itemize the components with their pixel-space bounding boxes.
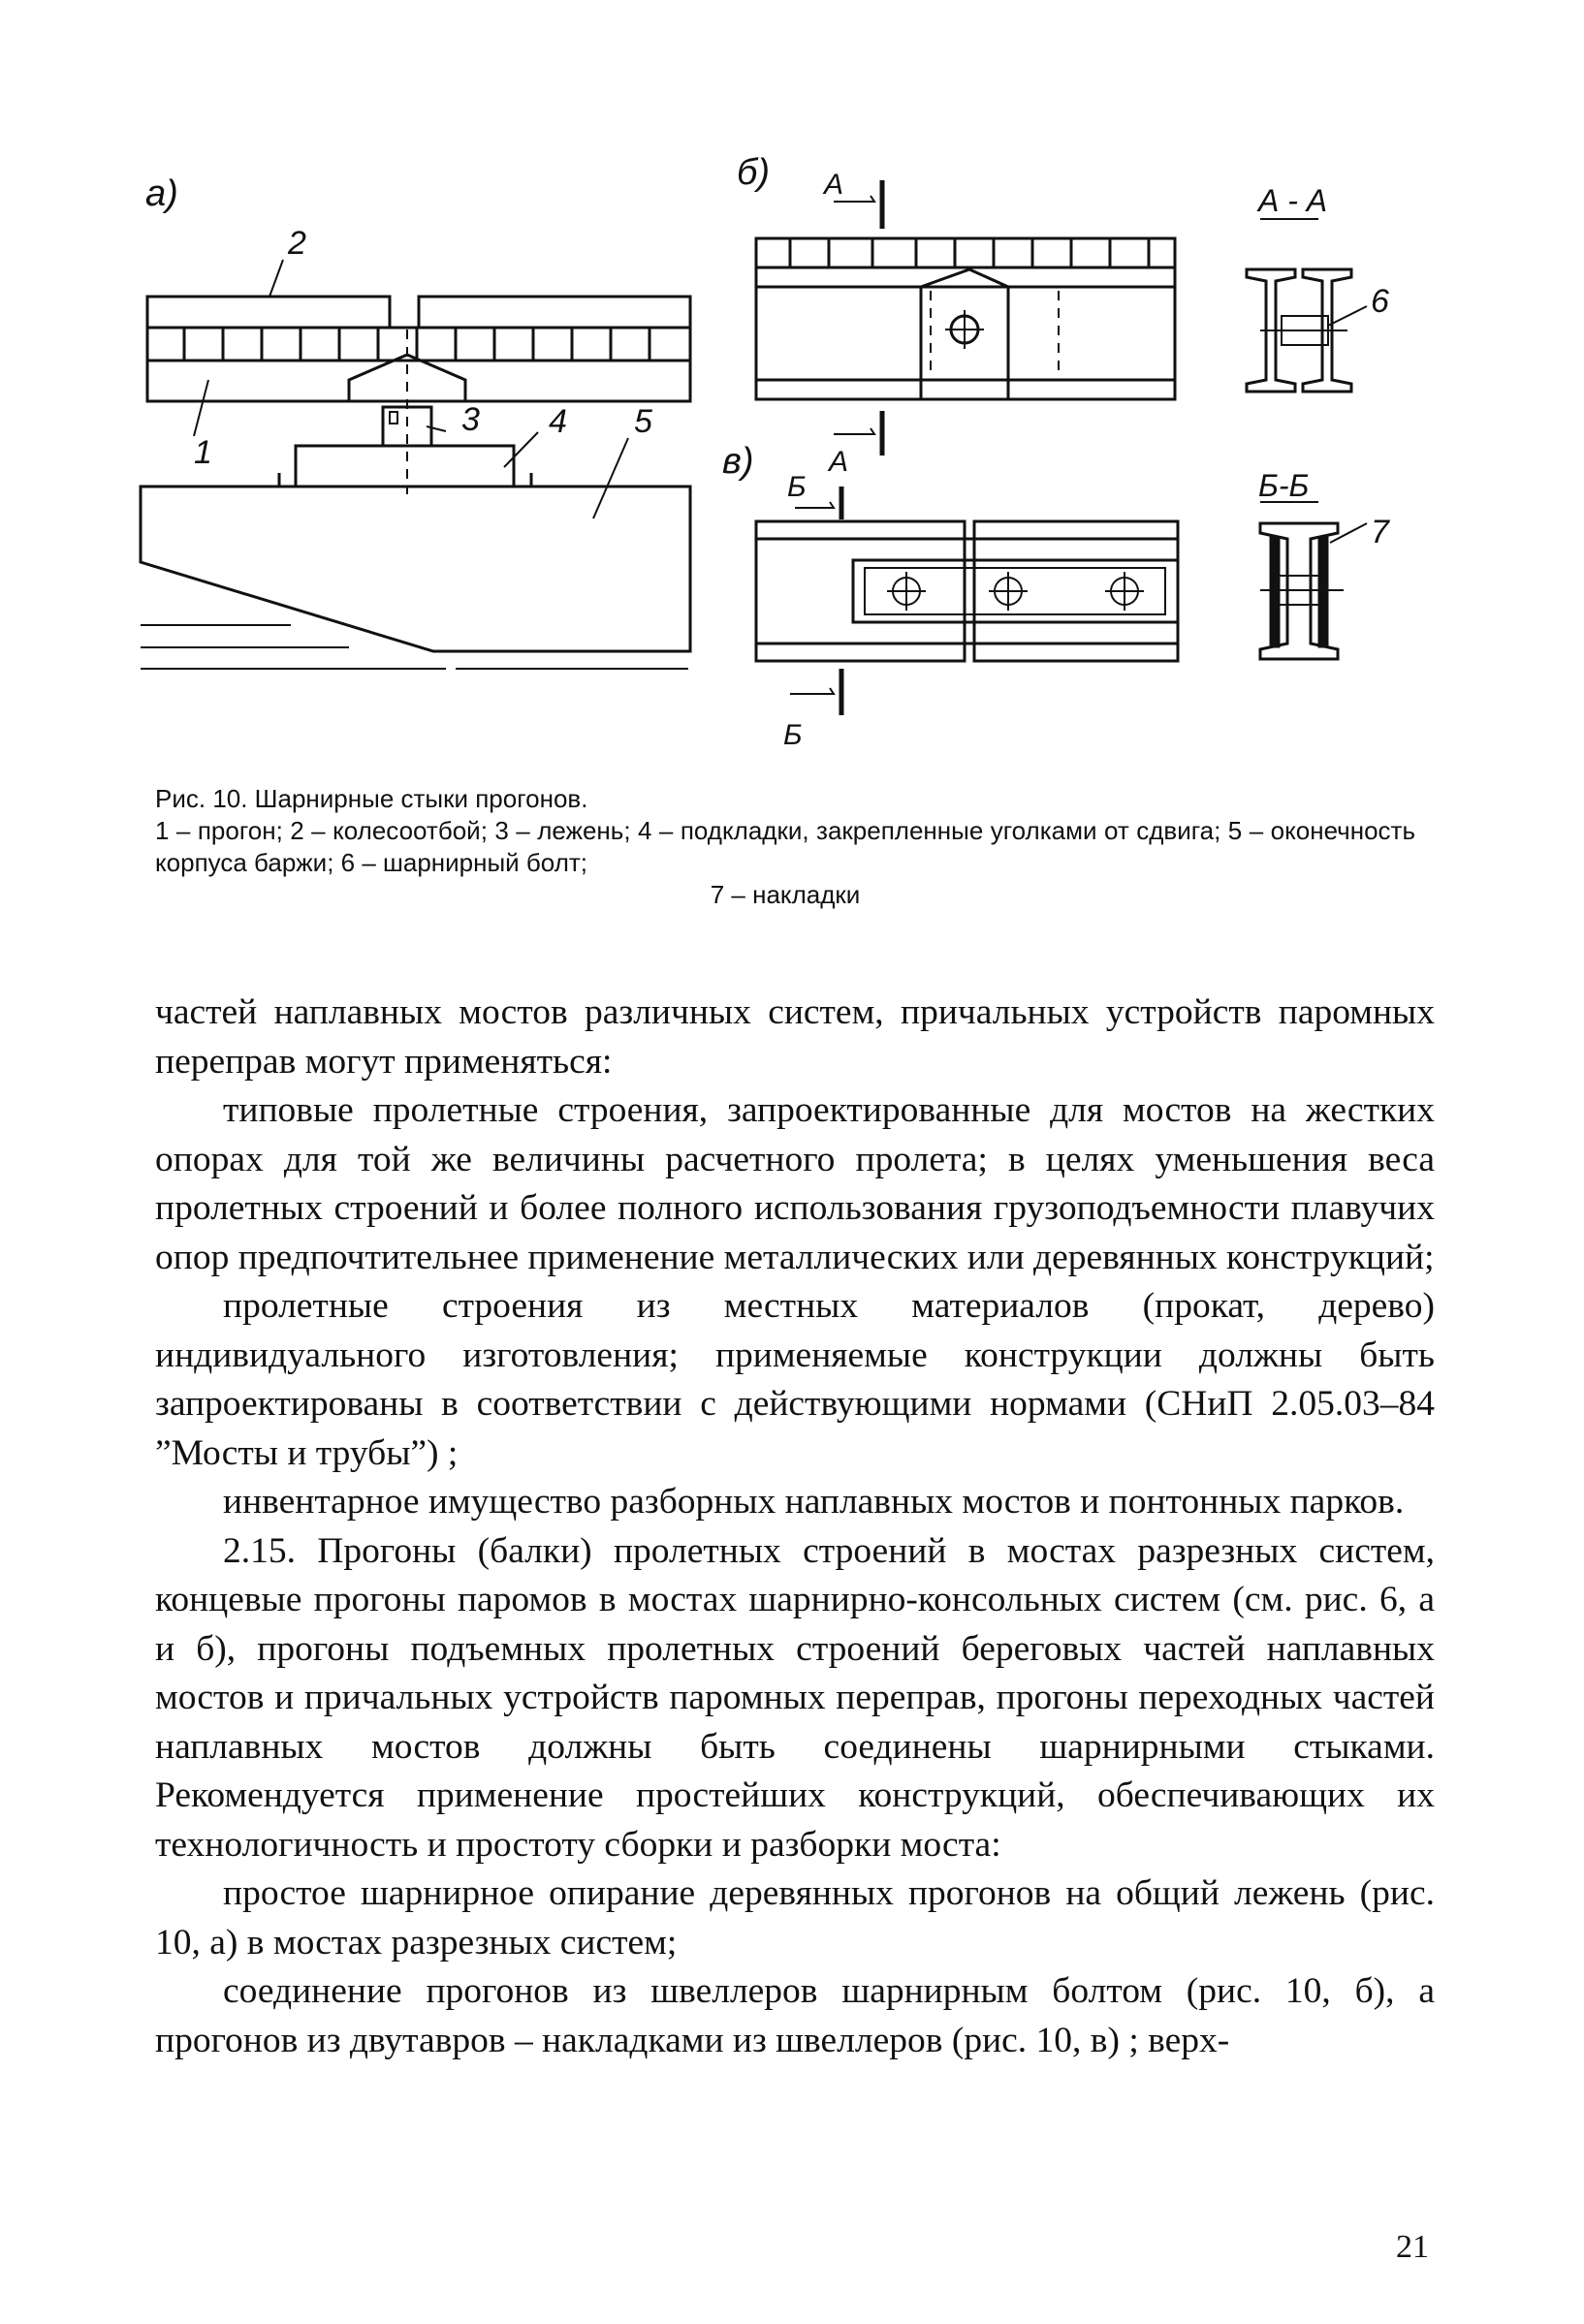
label-n5: 5 [634, 403, 652, 440]
body-text [155, 989, 1435, 2065]
label-cut-a-bottom: А [829, 446, 849, 478]
label-n2: 2 [288, 225, 306, 262]
label-cut-b-top: Б [787, 471, 807, 503]
figure-part-v [756, 487, 1178, 715]
caption-legend-last: 7 – накладки [710, 880, 861, 909]
label-v: в) [722, 441, 754, 482]
paragraph: инвентарное имущество разборных наплавных мостов и понтонных парков. [223, 1482, 1405, 1522]
label-a: а) [145, 173, 178, 214]
figure-caption [155, 783, 1415, 911]
label-n3: 3 [461, 401, 480, 438]
label-cut-b-bottom: Б [783, 719, 803, 751]
paragraph: типовые пролетные строения, запроектированные для мостов на жестких опорах для той же величины расчетного пролета; в целях уменьшения веса пролетных строений и более полного использования грузоподъемности плавучих опор предпочтительнее применение металлических или деревянных конструкций; [155, 1090, 1435, 1277]
label-section-aa: А - А [1258, 183, 1328, 218]
label-cut-a-top: А [824, 169, 844, 201]
page-number: 21 [1396, 2229, 1429, 2265]
paragraph: 2.15. Прогоны (балки) пролетных строений в мостах разрезных систем, концевые прогоны паромов в мостах шарнирно-консольных систем (см. рис. 6, а и б), прогоны подъемных пролетных строений береговых частей наплавных мостов и причальных устройств паромных переправ, прогоны переходных частей наплавных мостов должны быть соединены шарнирными стыками. Рекомендуется применение простейших конструкций, обеспечивающих их технологичность и простоту сборки и разборки моста: [155, 1530, 1435, 1865]
label-n7: 7 [1371, 514, 1389, 550]
figure-part-a [141, 260, 690, 669]
figure-part-b [756, 180, 1175, 455]
label-n1: 1 [194, 434, 212, 471]
paragraph: простое шарнирное опирание деревянных прогонов на общий лежень (рис. 10, а) в мостах разрезных систем; [155, 1873, 1435, 1963]
paragraph: пролетные строения из местных материалов (прокат, дерево) индивидуального изготовления; применяемые конструкции должны быть запроектированы в соответствии с действующими нормами (СНиП 2.05.03–84 ”Мосты и трубы”) ; [155, 1286, 1435, 1473]
caption-legend: 1 – прогон; 2 – колесоотбой; 3 – лежень; 4 – подкладки, закрепленные уголками от сдвига; 5 – оконечность корпуса баржи; 6 – шарнирный болт; [155, 816, 1415, 877]
figure-10-drawing [0, 0, 1584, 756]
paragraph: частей наплавных мостов различных систем, причальных устройств паромных переправ могут применяться: [155, 992, 1435, 1082]
label-n4: 4 [549, 403, 567, 440]
caption-title: Рис. 10. Шарнирные стыки прогонов. [155, 784, 588, 813]
paragraph: соединение прогонов из швеллеров шарнирным болтом (рис. 10, б), а прогонов из двутавров – накладками из швеллеров (рис. 10, в) ; верх- [155, 1971, 1435, 2060]
label-n6: 6 [1371, 283, 1389, 320]
label-section-bb: Б-Б [1258, 468, 1310, 503]
section-bb-drawing [1260, 502, 1367, 659]
label-b: б) [737, 152, 771, 193]
section-aa-drawing [1247, 219, 1367, 392]
